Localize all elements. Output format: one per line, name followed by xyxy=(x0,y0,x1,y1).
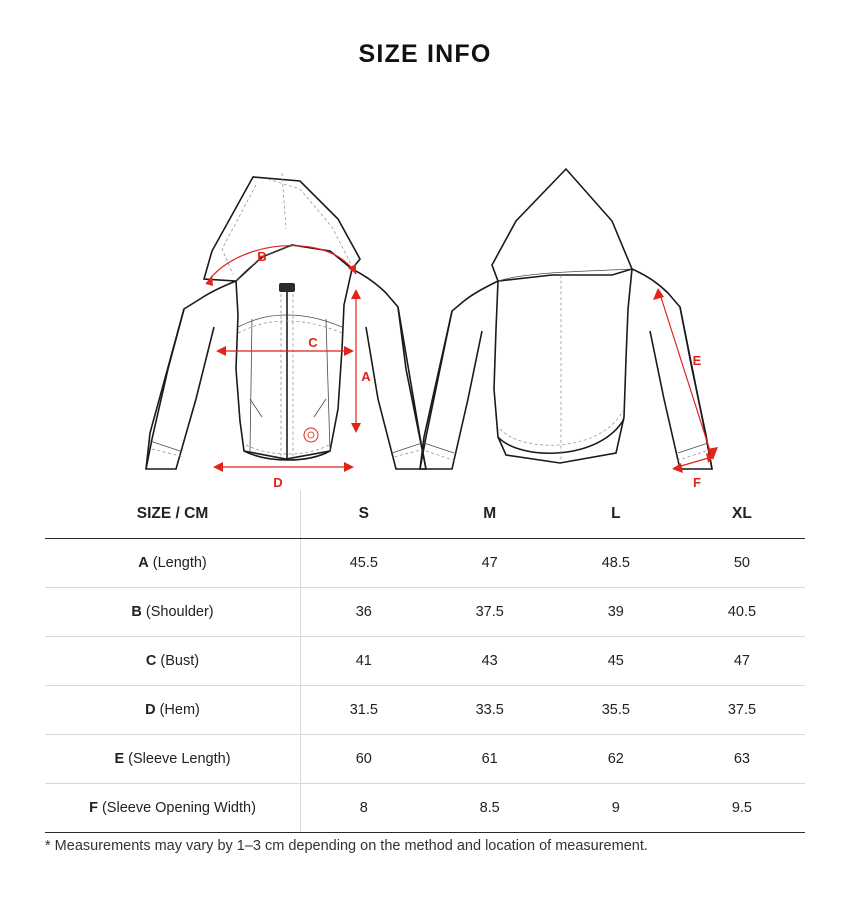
cell-c-xl: 47 xyxy=(679,637,805,686)
garment-diagram xyxy=(0,69,850,490)
measurement-footnote: * Measurements may vary by 1–3 cm depending on the method and location of measurement. xyxy=(45,838,648,854)
row-code-d: D xyxy=(145,702,156,718)
cell-e-m: 61 xyxy=(427,735,553,784)
cell-f-l: 9 xyxy=(553,784,679,833)
table-row xyxy=(45,686,805,735)
row-label-b xyxy=(45,588,301,637)
mark-d: D xyxy=(273,475,283,490)
row-name-d: (Hem) xyxy=(155,702,200,718)
header-size-xl: XL xyxy=(679,490,805,539)
mark-f: F xyxy=(693,475,701,490)
cell-d-m: 33.5 xyxy=(427,686,553,735)
cell-a-xl: 50 xyxy=(679,539,805,588)
cell-d-s: 31.5 xyxy=(301,686,427,735)
cell-f-xl: 9.5 xyxy=(679,784,805,833)
cell-b-m: 37.5 xyxy=(427,588,553,637)
front-view xyxy=(146,173,426,490)
row-label-a xyxy=(45,539,301,588)
mark-b: B xyxy=(257,249,267,264)
row-code-f: F xyxy=(89,800,98,816)
cell-f-s: 8 xyxy=(301,784,427,833)
diagram-svg xyxy=(0,69,850,490)
row-name-a: (Length) xyxy=(148,555,207,571)
row-name-c: (Bust) xyxy=(156,653,200,669)
cell-e-l: 62 xyxy=(553,735,679,784)
mark-e: E xyxy=(692,353,702,368)
table-header-row xyxy=(45,490,805,539)
cell-c-l: 45 xyxy=(553,637,679,686)
header-size-l: L xyxy=(553,490,679,539)
header-size-cm: SIZE / CM xyxy=(45,490,301,539)
cell-d-l: 35.5 xyxy=(553,686,679,735)
table-row xyxy=(45,539,805,588)
mark-a: A xyxy=(361,369,371,384)
row-code-a: A xyxy=(138,555,149,571)
row-name-f: (Sleeve Opening Width) xyxy=(97,800,256,816)
cell-d-xl: 37.5 xyxy=(679,686,805,735)
header-size-s: S xyxy=(301,490,427,539)
row-name-e: (Sleeve Length) xyxy=(124,751,231,767)
cell-c-s: 41 xyxy=(301,637,427,686)
row-label-f xyxy=(45,784,301,833)
cell-e-xl: 63 xyxy=(679,735,805,784)
cell-b-xl: 40.5 xyxy=(679,588,805,637)
table-row xyxy=(45,588,805,637)
row-label-d xyxy=(45,686,301,735)
cell-b-s: 36 xyxy=(301,588,427,637)
row-label-c xyxy=(45,637,301,686)
mark-c: C xyxy=(308,335,318,350)
cell-a-l: 48.5 xyxy=(553,539,679,588)
header-size-m: M xyxy=(427,490,553,539)
row-code-e: E xyxy=(114,751,125,767)
size-table-area xyxy=(45,490,805,833)
row-label-e xyxy=(45,735,301,784)
table-row xyxy=(45,784,805,833)
cell-c-m: 43 xyxy=(427,637,553,686)
page-title: SIZE INFO xyxy=(358,40,492,68)
cell-f-m: 8.5 xyxy=(427,784,553,833)
cell-e-s: 60 xyxy=(301,735,427,784)
table-row xyxy=(45,735,805,784)
cell-a-m: 47 xyxy=(427,539,553,588)
back-view xyxy=(420,169,718,490)
cell-a-s: 45.5 xyxy=(301,539,427,588)
row-code-b: B xyxy=(131,604,142,620)
cell-b-l: 39 xyxy=(553,588,679,637)
row-code-c: C xyxy=(145,653,157,669)
row-name-b: (Shoulder) xyxy=(141,604,214,620)
table-row xyxy=(45,637,805,686)
size-table xyxy=(45,490,805,833)
